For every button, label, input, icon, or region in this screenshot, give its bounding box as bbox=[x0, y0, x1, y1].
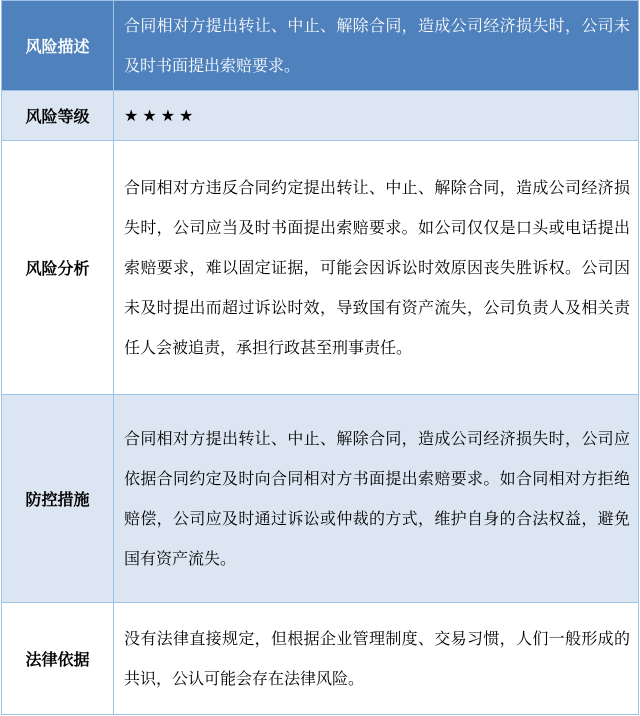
row-content-risk-description: 合同相对方提出转让、中止、解除合同，造成公司经济损失时，公司未及时书面提出索赔要求。 bbox=[114, 1, 639, 91]
row-label-risk-description: 风险描述 bbox=[2, 1, 114, 91]
table-row-risk-analysis bbox=[2, 141, 639, 395]
row-content-risk-analysis: 合同相对方违反合同约定提出转让、中止、解除合同，造成公司经济损失时，公司应当及时书面提出索赔要求。如公司仅仅是口头或电话提出索赔要求，难以固定证据，可能会因诉讼时效原因丧失胜诉权。公司因未及时提出而超过诉讼时效，导致国有资产流失，公司负责人及相关责任人会被追责，承担行政甚至刑事责任。 bbox=[114, 141, 639, 395]
row-content-control-measures: 合同相对方提出转让、中止、解除合同，造成公司经济损失时，公司应依据合同约定及时向合同相对方书面提出索赔要求。如合同相对方拒绝赔偿，公司应及时通过诉讼或仲裁的方式，维护自身的合法权益，避免国有资产流失。 bbox=[114, 395, 639, 603]
table-row-risk-level bbox=[2, 91, 639, 141]
row-label-control-measures: 防控措施 bbox=[2, 395, 114, 603]
table-row-legal-basis bbox=[2, 603, 639, 715]
row-label-risk-level: 风险等级 bbox=[2, 91, 114, 141]
table-row-risk-description bbox=[2, 1, 639, 91]
row-label-risk-analysis: 风险分析 bbox=[2, 141, 114, 395]
risk-level-stars: ★★★★ bbox=[114, 91, 639, 141]
risk-table bbox=[1, 0, 639, 715]
table-row-control-measures bbox=[2, 395, 639, 603]
row-content-legal-basis: 没有法律直接规定，但根据企业管理制度、交易习惯，人们一般形成的共识，公认可能会存在法律风险。 bbox=[114, 603, 639, 715]
row-label-legal-basis: 法律依据 bbox=[2, 603, 114, 715]
